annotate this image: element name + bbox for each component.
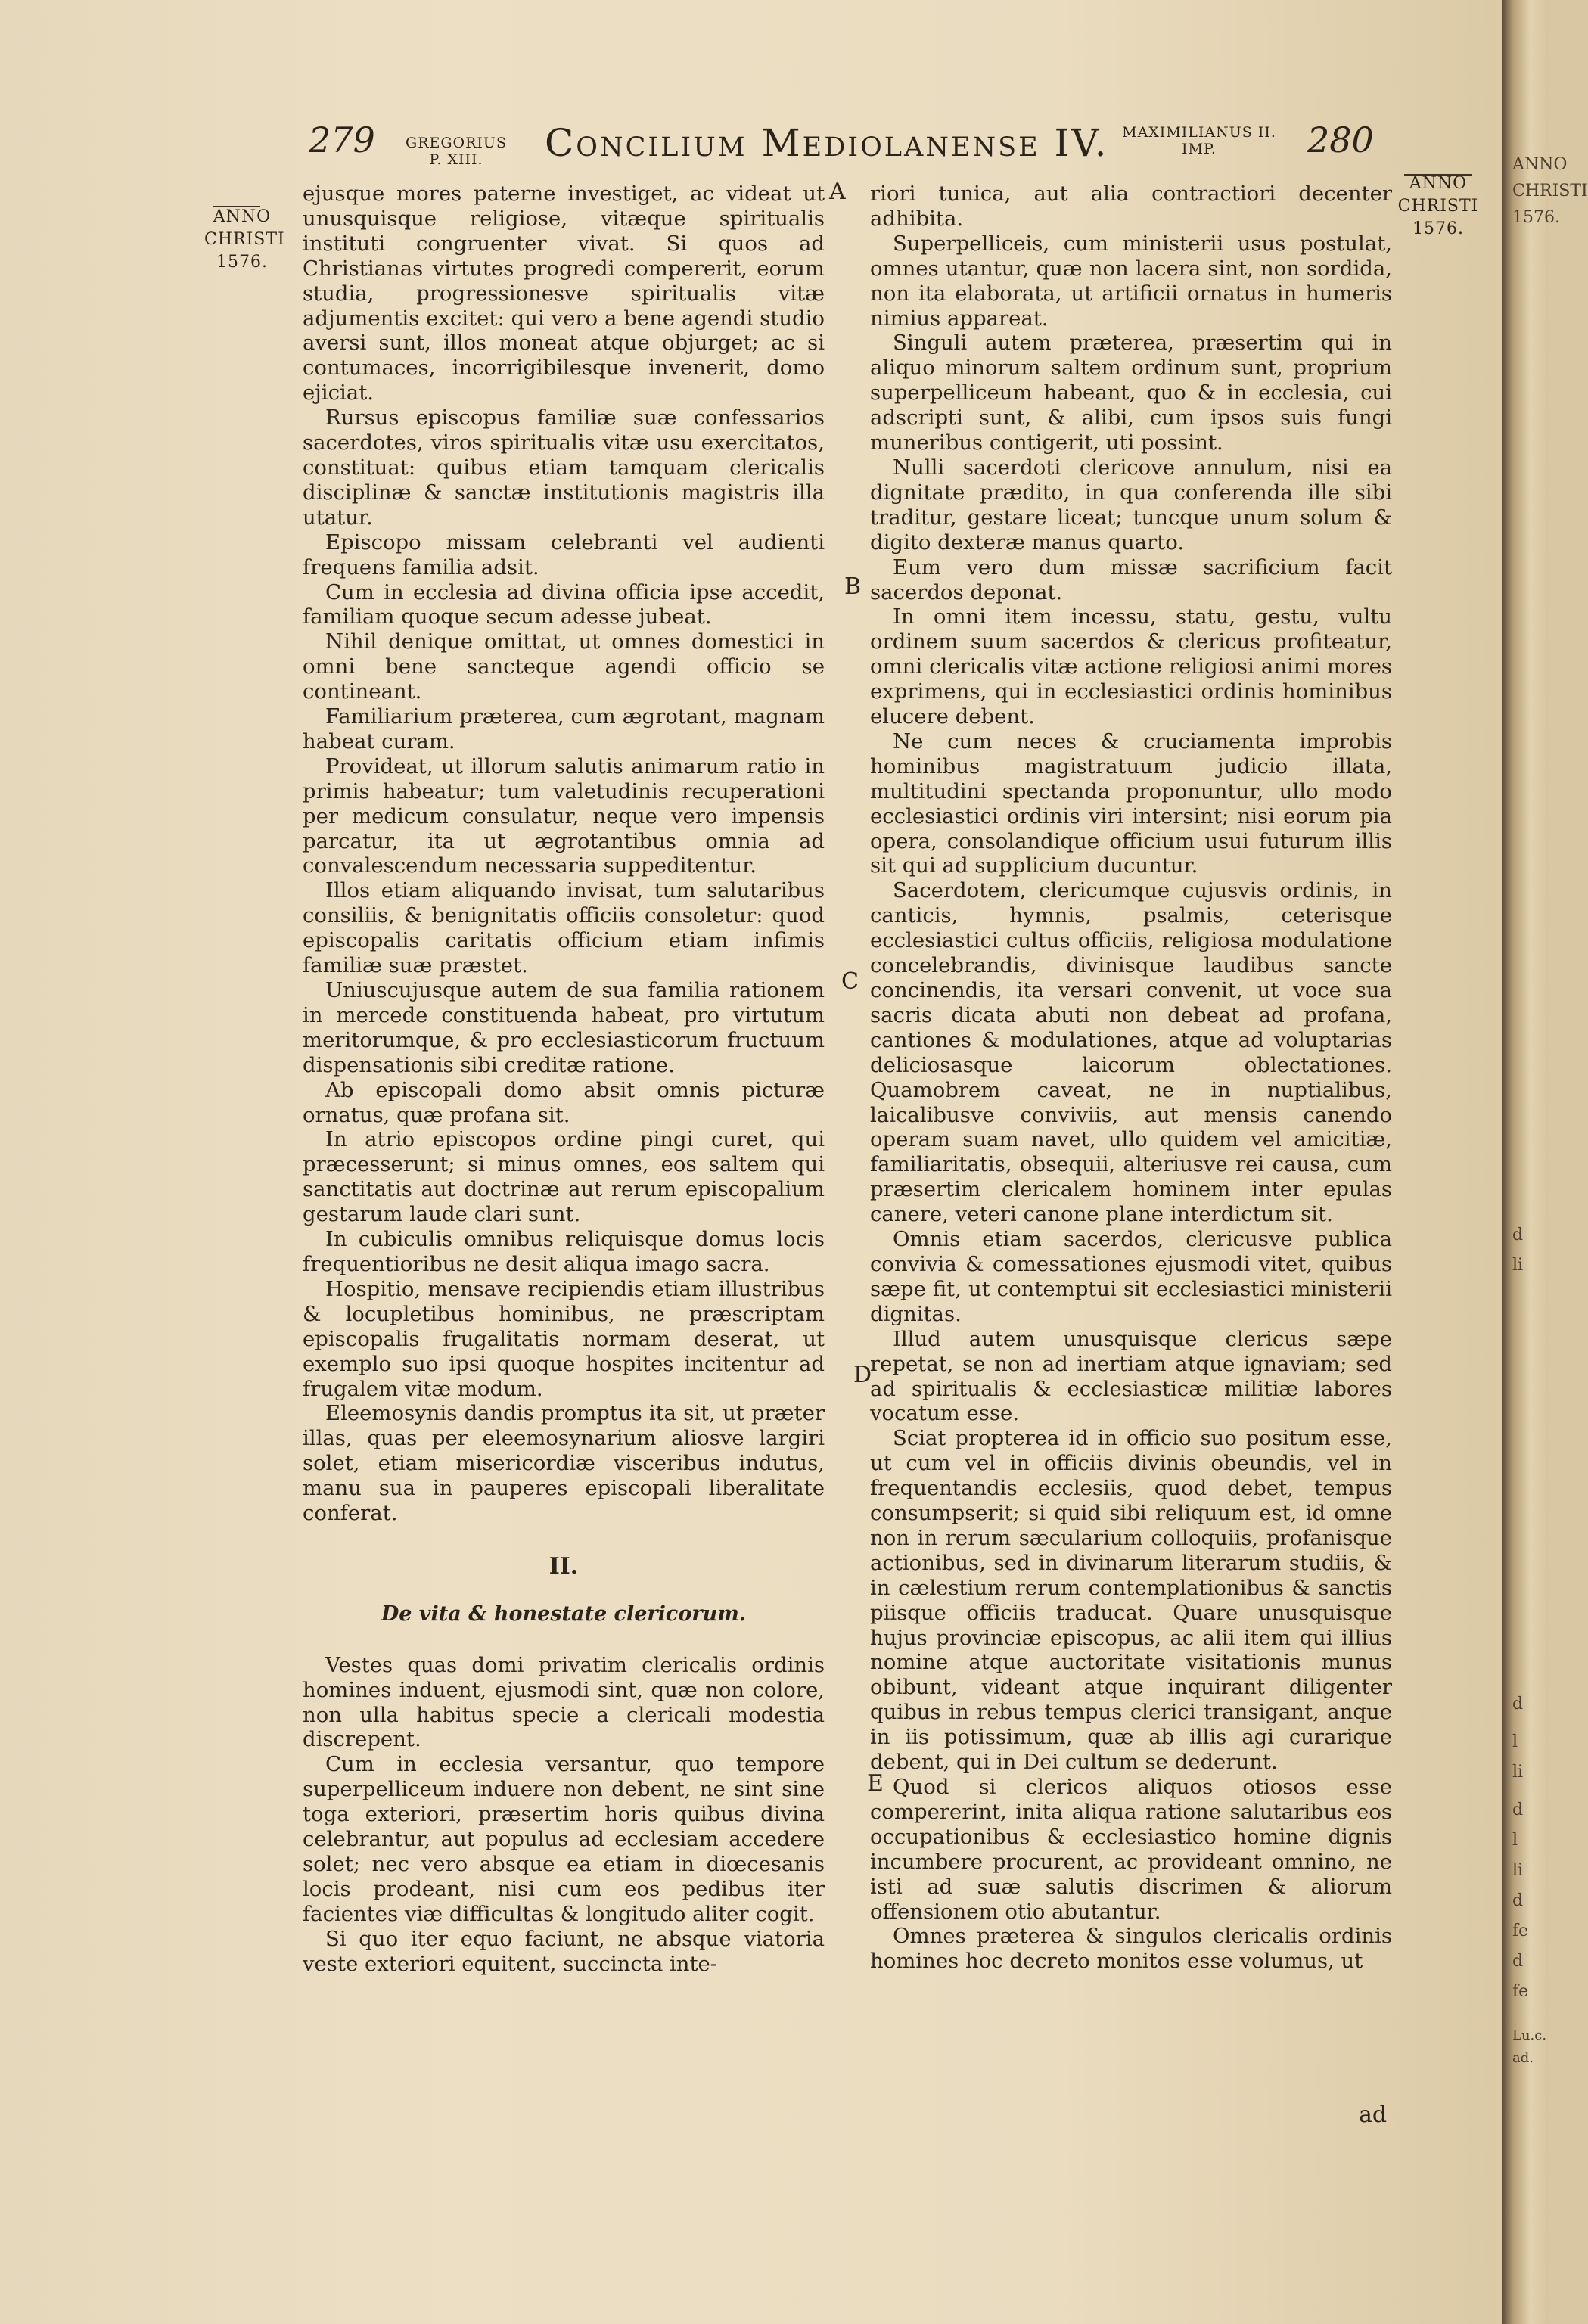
side-letter-a: A — [829, 179, 846, 205]
side-letter-b: B — [844, 573, 862, 600]
right-paragraph-7: Ne cum neces & cruciamenta improbis hominibus magistratuum judicio illata, multitudini spectanda proponuntur, ullo modo ecclesiastici ordinis viri intersint; nisi eorum pia opera, consolandique officium usui futurum illis sit qui ad supplicium ducuntur. — [870, 729, 1392, 878]
side-letter-d: D — [853, 1362, 872, 1388]
left-paragraph-9: Uniuscujusque autem de sua familia rationem in mercede constituenda habeat, pro virtutum meritorumque, & pro ecclesiasticorum fructuum dispensationis sibi creditæ ratione. — [303, 978, 825, 1077]
header-pope-number: P. XIII. — [429, 151, 483, 168]
margin-anno-left: ANNO — [213, 207, 272, 226]
adjacent-snippet-17: ad. — [1512, 2050, 1534, 2066]
margin-christi-left: CHRISTI — [204, 230, 285, 249]
left-paragraph-3: Episcopo missam celebranti vel audienti frequens familia adsit. — [303, 530, 825, 579]
adjacent-snippet-1: ANNO — [1512, 155, 1568, 174]
right-paragraph-12: Quod si clericos aliquos otiosos esse compererint, inita aliqua ratione salutaribus eos occupationibus & ecclesiastico homine dignis incumbere procurent, ac provideant omnino, ne isti ad suæ salutis discrimen & aliorum offensionem otio abutantur. — [870, 1775, 1392, 1924]
page-number-right: 280 — [1307, 120, 1374, 160]
adjacent-snippet-11: li — [1512, 1861, 1524, 1880]
catchword: ad — [1359, 2102, 1388, 2128]
adjacent-snippet-3: 1576. — [1512, 208, 1560, 227]
left-paragraph-12: In cubiculis omnibus reliquisque domus locis frequentioribus ne desit aliqua imago sacra. — [303, 1227, 825, 1276]
left-paragraph-17: Si quo iter equo faciunt, ne absque viatoria veste exteriori equitent, succincta inte- — [303, 1926, 825, 1976]
right-paragraph-1: riori tunica, aut alia contractiori decenter adhibita. — [870, 182, 1392, 231]
adjacent-snippet-16: Lu.c. — [1512, 2027, 1547, 2043]
left-paragraph-5: Nihil denique omittat, ut omnes domestici in omni bene sancteque agendi officio se contineant. — [303, 629, 825, 704]
header-emperor-name: MAXIMILIANUS II. — [1122, 124, 1276, 141]
adjacent-snippet-4: d — [1512, 1226, 1524, 1244]
left-paragraph-11: In atrio episcopos ordine pingi curet, qui præcesserunt; si minus omnes, eos saltem qui sanctitatis aut doctrinæ aut rerum episcopalium gestarum laude clari sunt. — [303, 1127, 825, 1227]
right-paragraph-13: Omnes præterea & singulos clericalis ordinis homines hoc decreto monitos esse volumus, ut — [870, 1924, 1392, 1974]
margin-note-right — [1397, 172, 1480, 241]
left-column — [303, 182, 825, 1977]
adjacent-snippet-9: d — [1512, 1800, 1524, 1819]
left-paragraph-14: Eleemosynis dandis promptus ita sit, ut præter illas, quas per eleemosynarium aliosve largiri solet, etiam misericordiæ visceribus indutus, manu sua in pauperes episcopali liberalitate conferat. — [303, 1401, 825, 1526]
margin-anno-right: ANNO — [1409, 174, 1468, 193]
margin-year-left: 1576. — [216, 253, 268, 272]
header-emperor-title: IMP. — [1182, 141, 1217, 157]
left-paragraph-16: Cum in ecclesia versantur, quo tempore superpelliceum induere non debent, ne sint sine toga exteriori, præsertim horis quibus divina celebrantur, aut populus ad ecclesiam accedere solet; nec vero absque ea etiam in diœcesanis locis prodeant, nisi cum eos pedibus iter facientes viæ difficultas & longitudo aliter cogit. — [303, 1752, 825, 1926]
adjacent-page-edge — [1502, 0, 1588, 2324]
adjacent-snippet-5: li — [1512, 1256, 1524, 1275]
right-paragraph-5: Eum vero dum missæ sacrificium facit sacerdos deponat. — [870, 555, 1392, 604]
adjacent-snippet-14: d — [1512, 1952, 1524, 1971]
left-paragraph-13: Hospitio, mensave recipiendis etiam illustribus & locupletibus hominibus, ne præscriptam episcopalis frugalitatis normam deserat, ut exemplo suo ipsi quoque hospites incitentur ad frugalem vitæ modum. — [303, 1276, 825, 1401]
left-paragraph-1: ejusque mores paterne investiget, ac videat ut unusquisque religiose, vitæque spiritualis instituti congruenter vivat. Si quos ad Christianas virtutes progredi compererit, eorum studia, progressionesve spiritualis vitæ adjumentis excitet: qui vero a bene agendi studio aversi sunt, illos moneat atque objurget; ac si contumaces, incorrigibilesque invenerit, domo ejiciat. — [303, 182, 825, 405]
right-paragraph-4: Nulli sacerdoti clericove annulum, nisi ea dignitate prædito, in qua conferenda ille sibi traditur, gestare liceat; tuncque unum solum & digito dexteræ manus quarto. — [870, 455, 1392, 555]
adjacent-snippet-6: d — [1512, 1695, 1524, 1713]
right-paragraph-6: In omni item incessu, statu, gestu, vultu ordinem suum sacerdos & clericus profiteatur, omni clericalis vitæ actione religiosi animi mores exprimens, qui in ecclesiastici ordinis hominibus elucere debent. — [870, 604, 1392, 729]
right-paragraph-8: Sacerdotem, clericumque cujusvis ordinis, in canticis, hymnis, psalmis, ceterisque ecclesiastici cultus officiis, religiosa modulatione concelebrandis, divinisque laudibus sancte concinendis, ita versari convenit, ut voce sua sacris dicata abuti non debeat ad profana, cantiones & modulationes, atque ad voluptarias deliciosasque laicorum oblectationes. Quamobrem caveat, ne in nuptialibus, laicalibusve conviviis, aut mensis canendo operam suam navet, ullo quidem vel amicitiæ, familiaritatis, obsequii, alteriusve rei causa, cum præsertim clericalem hominem inter epulas canere, veteri canone plane interdictum sit. — [870, 878, 1392, 1227]
right-paragraph-2: Superpelliceis, cum ministerii usus postulat, omnes utantur, quæ non lacera sint, non sordida, non ita elaborata, ut artificii ornatus in humeris nimius appareat. — [870, 231, 1392, 331]
right-paragraph-11: Sciat propterea id in officio suo positum esse, ut cum vel in officiis divinis obeundis, vel in frequentandis ecclesiis, quod debet, tempus consumpserit; si quid sibi reliquum est, id omne non in rerum sæcularium colloquiis, profanisque actionibus, sed in divinarum literarum studiis, & in cælestium rerum contemplationibus & sanctis piisque officiis traducat. Quare unusquisque hujus provinciæ episcopus, ac alii item qui illius nomine atque auctoritate visitationis munus obibunt, videant atque inquirant diligenter quibus in rebus tempus clerici transigant, anque in iis potissimum, quæ ab illis agi curarique debent, qui in Dei cultum se dederunt. — [870, 1426, 1392, 1775]
adjacent-snippet-13: fe — [1512, 1922, 1529, 1940]
page-title: Concilium Mediolanense IV. — [545, 121, 1109, 165]
adjacent-snippet-10: l — [1512, 1831, 1518, 1850]
header-pope-name: GREGORIUS — [406, 135, 507, 151]
adjacent-snippet-12: d — [1512, 1891, 1524, 1910]
margin-year-right: 1576. — [1412, 219, 1464, 238]
page-number-left: 279 — [309, 120, 375, 160]
right-paragraph-10: Illud autem unusquisque clericus sæpe repetat, se non ad inertiam atque ignaviam; sed ad spiritualis & ecclesiasticæ militiæ labores vocatum esse. — [870, 1326, 1392, 1426]
right-paragraph-9: Omnis etiam sacerdos, clericusve publica convivia & comessationes ejusmodi vitet, quibus sæpe fit, ut contemptui sit ecclesiastici ministerii dignitas. — [870, 1227, 1392, 1326]
adjacent-snippet-8: li — [1512, 1763, 1524, 1782]
section-title: De vita & honestate clericorum. — [381, 1602, 747, 1626]
right-column — [870, 182, 1392, 1974]
left-paragraph-15: Vestes quas domi privatim clericalis ordinis homines induent, ejusmodi sint, quæ non colore, non ulla habitus specie a clericali modestia discrepent. — [303, 1652, 825, 1752]
adjacent-snippet-7: l — [1512, 1732, 1518, 1751]
header-emperor — [1120, 124, 1279, 157]
running-header — [0, 113, 1502, 182]
left-paragraph-6: Familiarium præterea, cum ægrotant, magnam habeat curam. — [303, 704, 825, 753]
left-paragraph-4: Cum in ecclesia ad divina officia ipse accedit, familiam quoque secum adesse jubeat. — [303, 579, 825, 629]
left-paragraph-8: Illos etiam aliquando invisat, tum salutaribus consiliis, & benignitatis officiis consoletur: quod episcopalis caritatis officium etiam infimis familiæ suæ præstet. — [303, 878, 825, 978]
left-paragraph-2: Rursus episcopus familiæ suæ confessarios sacerdotes, viros spiritualis vitæ usu exercitatos, constituat: quibus etiam tamquam clericalis disciplinæ & sanctæ institutionis magistris illa utatur. — [303, 405, 825, 530]
side-letter-c: C — [841, 968, 859, 995]
section-number: II. — [548, 1552, 579, 1580]
adjacent-snippet-15: fe — [1512, 1982, 1529, 2001]
left-paragraph-7: Provideat, ut illorum salutis animarum ratio in primis habeatur; tum valetudinis recuperationi per medicum consulatur, neque vero impensis parcatur, ita ut ægrotantibus omnia ad convalescendum necessaria suppeditentur. — [303, 753, 825, 878]
margin-note-left — [204, 206, 285, 274]
side-letter-e: E — [867, 1770, 884, 1797]
right-paragraph-3: Singuli autem præterea, præsertim qui in aliquo minorum saltem ordinum sunt, proprium superpelliceum habeant, quo & in ecclesia, cui adscripti sunt, & alibi, cum ipsos suis fungi muneribus contigerit, uti possint. — [870, 331, 1392, 455]
left-paragraph-10: Ab episcopali domo absit omnis picturæ ornatus, quæ profana sit. — [303, 1077, 825, 1127]
margin-christi-right: CHRISTI — [1397, 197, 1479, 216]
header-pope — [399, 135, 513, 168]
adjacent-snippet-2: CHRISTI — [1512, 182, 1588, 200]
